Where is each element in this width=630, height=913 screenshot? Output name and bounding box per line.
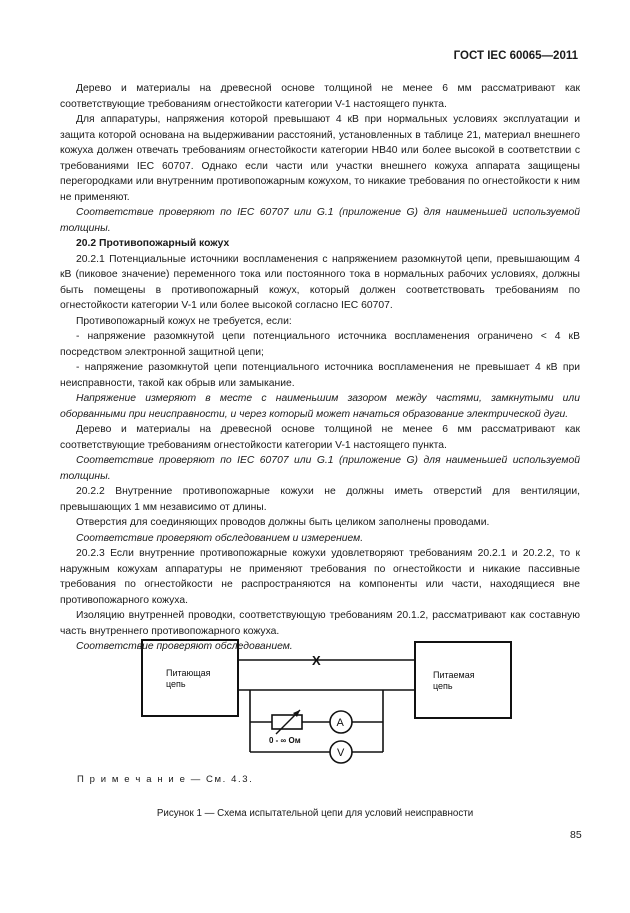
break-mark: X bbox=[312, 653, 321, 668]
paragraph: - напряжение разомкнутой цепи потенциального источника воспламенения не превышает 4 кВ при неисправности, такой как обрыв или замыкание. bbox=[60, 362, 580, 389]
load-circuit-label-2: цепь bbox=[433, 681, 453, 691]
paragraph: 20.2.2 Внутренние противопожарные кожухи не должны иметь отверстий для вентиляции, превышающих 1 мм независимо от длины. bbox=[60, 486, 580, 513]
paragraph: Напряжение измеряют в месте с наименьшим зазором между частями, замкнутыми или оборванными при неисправности, и через который может начаться образование электрической дуги. bbox=[60, 393, 580, 420]
supply-circuit-label-1: Питающая bbox=[166, 668, 211, 678]
paragraph: Дерево и материалы на древесной основе толщиной не менее 6 мм рассматривают как соответствующие требованиям огнестойкости категории V-1 настоящего пункта. bbox=[60, 83, 580, 110]
load-circuit-label-1: Питаемая bbox=[433, 670, 475, 680]
ammeter-symbol: A bbox=[336, 717, 344, 729]
paragraph: Отверстия для соединяющих проводов должны быть целиком заполнены проводами. bbox=[76, 517, 490, 528]
paragraph: 20.2.3 Если внутренние противопожарные кожухи удовлетворяют требованиям 20.2.1 и 20.2.2, то к наружным кожухам аппаратуры не применяют требования по огнестойкости и никакие пассивные требования по огнестойкости не распространяются на компоненты или части, находящиеся вне противопожарного кожуха. bbox=[60, 548, 580, 606]
variable-resistor bbox=[272, 715, 302, 729]
section-heading: 20.2 Противопожарный кожух bbox=[76, 238, 230, 249]
voltmeter-symbol: V bbox=[337, 747, 345, 759]
paragraph: Противопожарный кожух не требуется, если: bbox=[76, 315, 292, 327]
paragraph: Изоляцию внутренней проводки, соответствующую требованиям 20.1.2, рассматривают как составную часть внутреннего противопожарного кожуха. bbox=[60, 610, 580, 637]
paragraph: Соответствие проверяют обследованием. bbox=[76, 641, 293, 652]
supply-circuit-box bbox=[142, 640, 238, 716]
paragraph: Соответствие проверяют по IEC 60707 или G.1 (приложение G) для наименьшей используемой толщины. bbox=[60, 455, 580, 482]
paragraph: 20.2.1 Потенциальные источники воспламенения с напряжением разомкнутой цепи, превышающим 4 кВ (пиковое значение) переменного тока или постоянного тока в нормальных рабочих условиях, должны быть помещены в противопожарный кожух, который должен соответствовать требованиям по огнестойкости категории V-1 или более высокой согласно IEC 60707. bbox=[60, 253, 580, 311]
paragraph: - напряжение разомкнутой цепи потенциального источника воспламенения ограничено < 4 кВ посредством электронной защитной цепи; bbox=[60, 331, 580, 358]
figure-caption: Рисунок 1 — Схема испытательной цепи для условий неисправности bbox=[156, 808, 474, 819]
paragraph: Для аппаратуры, напряжения которой превышают 4 кВ при нормальных условиях эксплуатации и защита которой основана на выдерживании расстояний, установленных в таблице 21, материал внешнего кожуха должен отвечать требованиям огнестойкости категории НВ40 или более высокой в соответствии с требованиями IEC 60707. Однако если части или участки внешнего кожуха аппарата защищены перегородками или внутренним противопожарным кожухом, то никакие требования по огнестойкости к ним не применяют. bbox=[60, 114, 580, 203]
load-circuit-box bbox=[415, 642, 511, 718]
supply-circuit-label-2: цепь bbox=[166, 679, 186, 689]
paragraph: Дерево и материалы на древесной основе толщиной не менее 6 мм рассматривают как соответствующие требованиям огнестойкости категории V-1 настоящего пункта. bbox=[60, 424, 580, 451]
resistor-range-label: 0 - ∞ Ом bbox=[269, 736, 301, 745]
paragraph: Соответствие проверяют по IEC 60707 или G.1 (приложение G) для наименьшей используемой толщины. bbox=[60, 207, 580, 234]
test-circuit-diagram bbox=[0, 630, 630, 780]
figure-note: П р и м е ч а н и е — См. 4.3. bbox=[77, 774, 254, 785]
page-number: 85 bbox=[570, 829, 582, 841]
paragraph: Соответствие проверяют обследованием и измерением. bbox=[76, 532, 364, 544]
document-header: ГОСТ IEC 60065—2011 bbox=[453, 50, 578, 62]
body-text bbox=[60, 81, 580, 655]
